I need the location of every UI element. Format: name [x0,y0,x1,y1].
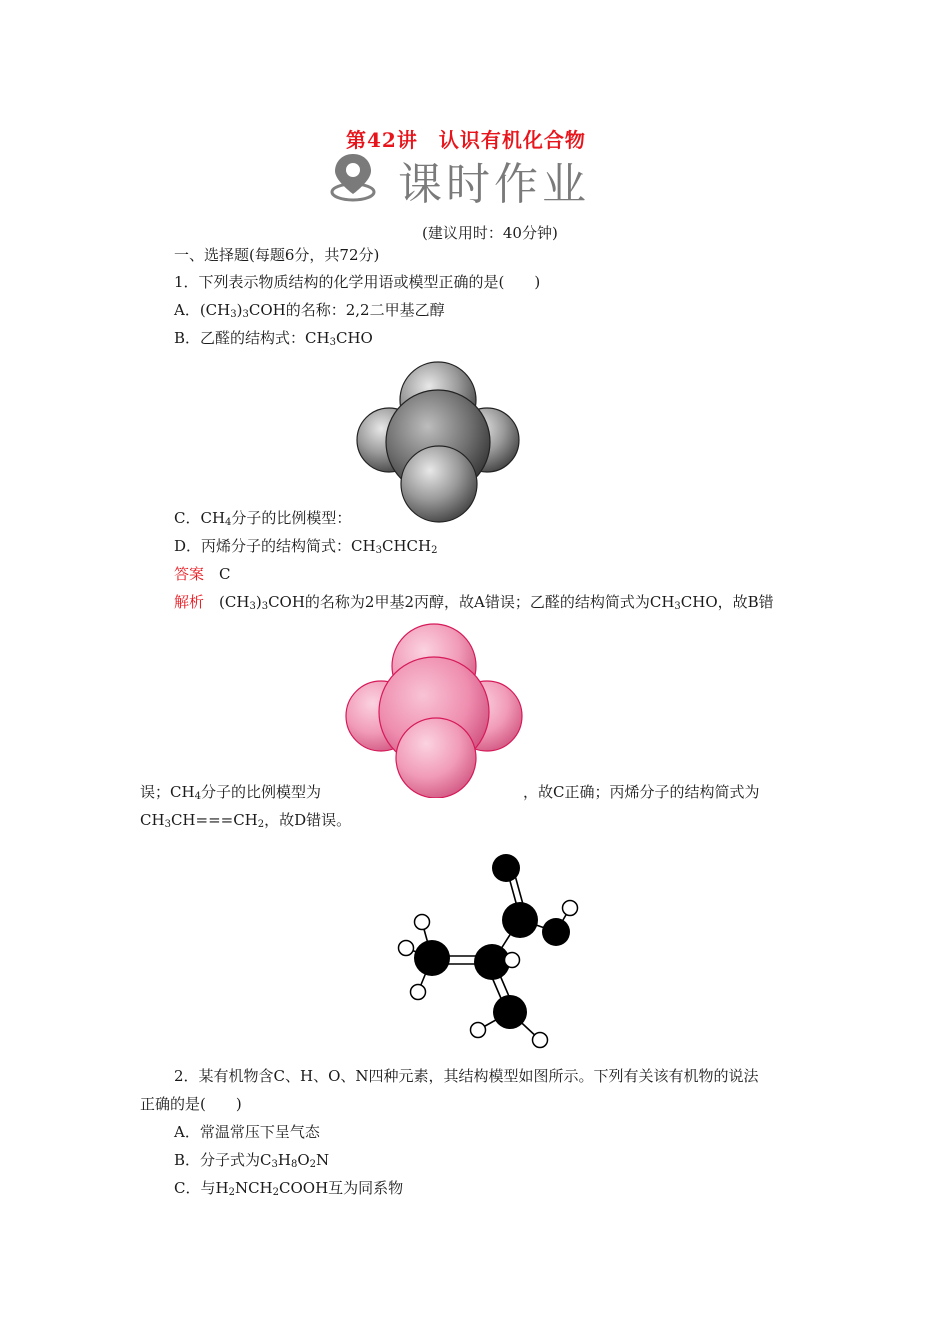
question-2-option-c: C．与$H_2NCH_2COOH$互为同系物 [174,1179,404,1198]
analysis-line-3: $CH_3CH===CH_2$，故D错误。 [140,811,352,830]
ch4-space-filling-model-pink [345,618,523,798]
location-pin-icon [326,146,386,206]
oxygen-atom-hydroxyl [542,918,570,946]
section-heading: 一、选择题(每题6分，共72分) [174,246,380,264]
carbon-atom-methyl [414,940,450,976]
oxygen-atom-top [492,854,520,882]
answer: 答案 C [174,565,231,583]
banner-title: 课时作业 [398,159,590,210]
question-1-option-c: C．$CH_4$分子的比例模型： [174,509,352,528]
question-1-option-d: D．丙烯分子的结构简式：$CH_3CHCH_2$ [174,537,438,556]
analysis-line-1: 解析 $(CH_3)_3COH$的名称为2甲基2丙醇，故A错误；乙醛的结构简式为$CH_3CHO$，故B错 [174,593,774,612]
banner [326,146,626,210]
time-hint: (建议用时：40分钟) [422,224,558,242]
nitrogen-atom [493,995,527,1029]
question-1-option-b: B．乙醛的结构式：$CH_3CHO$ [174,329,373,348]
ch4-space-filling-model-grey [355,356,521,524]
ball-and-stick-molecule-model [382,840,612,1060]
question-2-stem-line-2: 正确的是( ) [140,1095,242,1113]
question-2-option-b: B．分子式为$C_3H_8O_2N$ [174,1151,330,1170]
analysis-line-2a: 误；$CH_4$分子的比例模型为 [140,783,321,802]
carbon-atom-carboxyl [502,902,538,938]
question-2-stem-line-1: 2．某有机物含C、H、O、N四种元素，其结构模型如图所示。下列有关该有机物的说法 [174,1067,759,1085]
page-title: 第42讲 认识有机化合物 [346,128,586,152]
question-2-option-a: A．常温常压下呈气态 [174,1123,320,1141]
question-1-option-a: A．$(CH_3)_3COH$的名称：2,2二甲基乙醇 [174,301,445,320]
analysis-line-2b: ，故C正确；丙烯分子的结构简式为 [523,783,760,801]
question-1-stem: 1．下列表示物质结构的化学用语或模型正确的是( ) [174,273,541,291]
